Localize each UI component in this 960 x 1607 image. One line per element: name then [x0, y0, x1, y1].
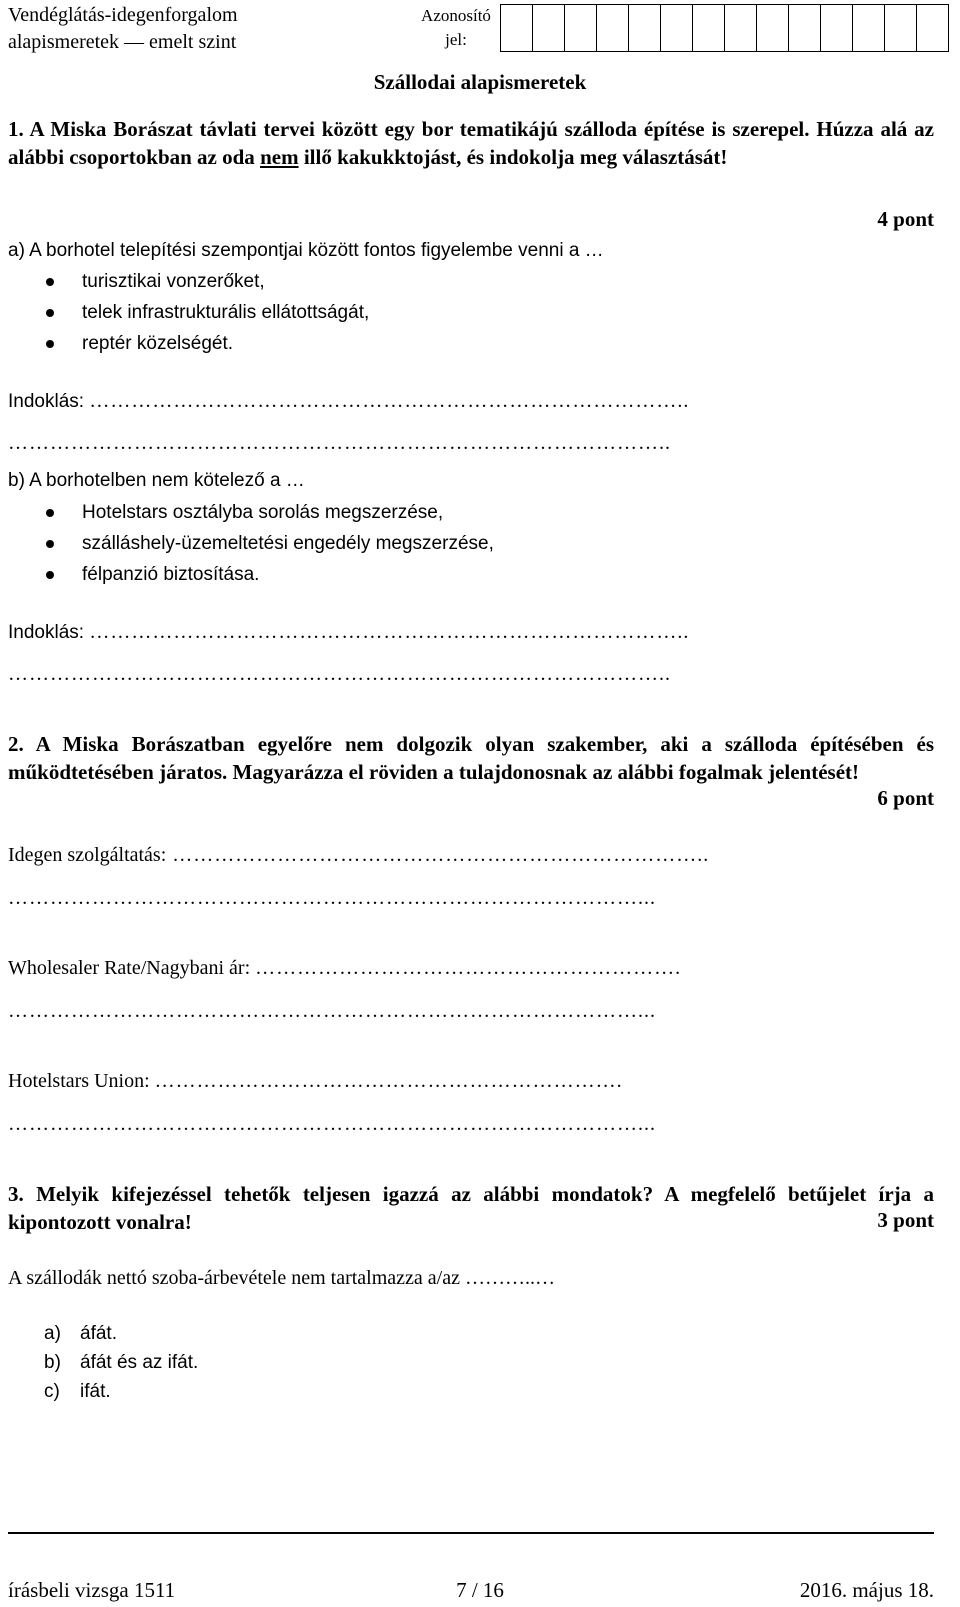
q1a-intro: a) A borhotel telepítési szempontjai között fontos figyelembe venni a …: [8, 240, 604, 261]
q1-underlined-word: nem: [260, 145, 299, 169]
id-box[interactable]: [693, 5, 725, 52]
id-box[interactable]: [565, 5, 597, 52]
footer-date: 2016. május 18.: [799, 1578, 934, 1602]
answer-dots[interactable]: …………………………………………………………………………..: [89, 621, 690, 643]
exam-subject: [8, 2, 238, 56]
term-1-line-2[interactable]: ………………………………………………………………………………...: [8, 887, 656, 909]
id-box[interactable]: [661, 5, 693, 52]
id-box[interactable]: [789, 5, 821, 52]
q1b-reason-line-1[interactable]: [8, 619, 689, 646]
option-text: ifát.: [80, 1381, 111, 1402]
term-label: Idegen szolgáltatás:: [8, 844, 167, 866]
q1b-reason-line-2[interactable]: …………………………………………………………………………………..: [8, 663, 671, 685]
question-3: 3. Melyik kifejezéssel tehetők teljesen igazzá az alábbi mondatok? A megfelelő betűjelet írja a kipontozott vonalra!: [8, 1182, 934, 1234]
subject-line-1: Vendéglátás-idegenforgalom: [8, 4, 238, 26]
id-box[interactable]: [853, 5, 885, 52]
term-2-line-2[interactable]: ………………………………………………………………………………...: [8, 1000, 656, 1022]
id-box[interactable]: [533, 5, 565, 52]
footer-divider: [8, 1532, 934, 1534]
q1-text: 1. A Miska Borászat távlati tervei között egy bor tematikájú szálloda építése is szerepel. Húzza alá az alábbi csoportokban az oda: [8, 117, 934, 169]
list-item[interactable]: telek infrastrukturális ellátottságát,: [46, 297, 369, 328]
q3-sentence[interactable]: A szállodák nettó szoba-árbevétele nem tartalmazza a/az ………..…: [8, 1267, 555, 1289]
id-label-line-1: Azonosító: [421, 6, 491, 25]
id-box[interactable]: [501, 5, 533, 52]
option-a: [44, 1320, 117, 1348]
reason-label: Indoklás:: [8, 391, 90, 412]
subject-line-2: alapismeretek — emelt szint: [8, 31, 237, 53]
term-label: Wholesaler Rate/Nagybani ár:: [8, 957, 256, 979]
option-key: c): [44, 1381, 60, 1402]
answer-dots[interactable]: …………………………………………………….: [255, 957, 682, 979]
option-text: áfát és az ifát.: [80, 1352, 199, 1373]
id-label: [420, 4, 492, 52]
section-title: Szállodai alapismeretek: [373, 70, 587, 94]
list-item[interactable]: félpanzió biztosítása.: [46, 559, 494, 590]
q1-text-end: illő kakukktojást, és indokolja meg választását!: [298, 145, 728, 169]
id-box[interactable]: [629, 5, 661, 52]
list-item[interactable]: reptér közelségét.: [46, 328, 369, 359]
q1b-options: [46, 497, 494, 590]
id-box[interactable]: [757, 5, 789, 52]
term-idegen-szolgaltatas[interactable]: [8, 842, 709, 868]
q1a-reason-line-2[interactable]: …………………………………………………………………………………..: [8, 432, 671, 454]
list-item[interactable]: Hotelstars osztályba sorolás megszerzése,: [46, 497, 494, 528]
page-number: 7 / 16: [456, 1578, 504, 1602]
term-wholesaler-rate[interactable]: [8, 955, 681, 981]
q2-points: 6 pont: [877, 786, 934, 810]
answer-dots[interactable]: …………………………………………………………………..: [166, 844, 710, 866]
id-box[interactable]: [885, 5, 917, 52]
q1-points: 4 pont: [877, 207, 934, 231]
answer-dots[interactable]: …………………………………………………………………………..: [89, 390, 690, 412]
id-box[interactable]: [821, 5, 853, 52]
option-b: [44, 1349, 198, 1377]
id-box[interactable]: [725, 5, 757, 52]
reason-label: Indoklás:: [8, 622, 90, 643]
option-key: a): [44, 1323, 61, 1344]
term-3-line-2[interactable]: ………………………………………………………………………………...: [8, 1113, 656, 1135]
id-label-line-2: jel:: [445, 30, 467, 49]
question-1: [8, 115, 934, 171]
q3-points: 3 pont: [877, 1208, 934, 1232]
list-item[interactable]: szálláshely-üzemeltetési engedély megszerzése,: [46, 528, 494, 559]
term-hotelstars-union[interactable]: [8, 1068, 623, 1094]
answer-dots[interactable]: ………………………………………………………….: [154, 1070, 623, 1092]
q1b-intro: b) A borhotelben nem kötelező a …: [8, 470, 305, 491]
q1a-reason-line-1[interactable]: [8, 388, 689, 415]
id-boxes: [500, 4, 949, 52]
option-c: [44, 1378, 111, 1406]
footer-exam-code: írásbeli vizsga 1511: [8, 1578, 176, 1602]
option-text: áfát.: [80, 1323, 117, 1344]
id-box[interactable]: [597, 5, 629, 52]
q1a-options: [46, 266, 369, 359]
term-label: Hotelstars Union:: [8, 1070, 155, 1092]
id-box[interactable]: [917, 5, 949, 52]
list-item[interactable]: turisztikai vonzerőket,: [46, 266, 369, 297]
question-2: 2. A Miska Borászatban egyelőre nem dolgozik olyan szakember, aki a szálloda építésében és működtetésében járatos. Magyarázza el röviden a tulajdonosnak az alábbi fogalmak jelentését!: [8, 732, 934, 784]
option-key: b): [44, 1352, 61, 1373]
